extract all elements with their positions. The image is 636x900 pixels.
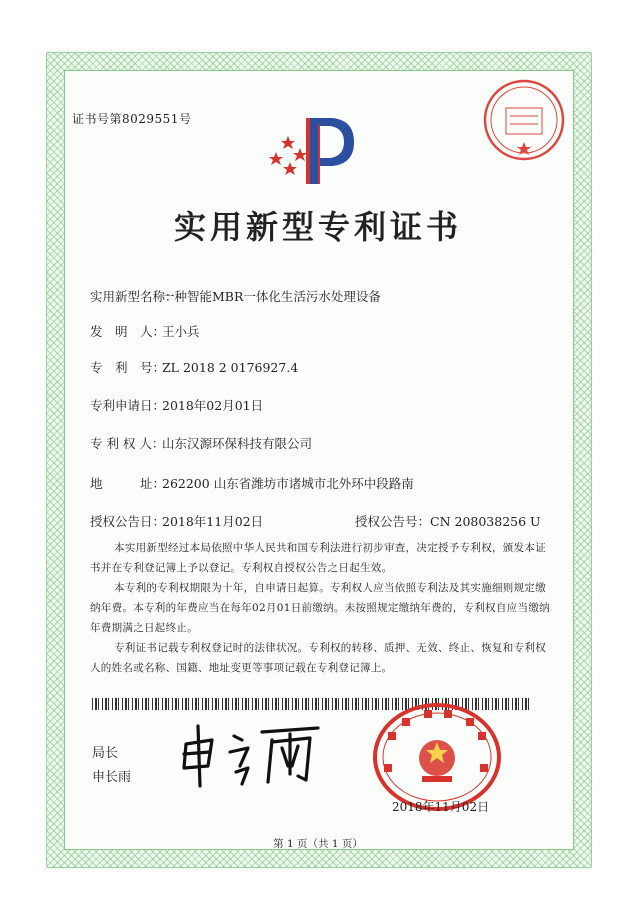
term-fee-paragraph: 本专利的专利权期限为十年，自申请日起算。专利权人应当依照专利法及其实施细则规定缴纳年费。本专利的年费应当在每年02月01日前缴纳。未按照规定缴纳年费的，专利权自应当缴纳年费期满之日起终止。 bbox=[90, 582, 550, 634]
utility-model-name-row bbox=[90, 287, 381, 305]
patent-number-value: ZL 2018 2 0176927.4 bbox=[162, 360, 299, 375]
address-row bbox=[90, 474, 414, 492]
grant-statement-paragraph: 本实用新型经过本局依照中华人民共和国专利法进行初步审查，决定授予专利权，颁发本证书并在专利登记簿上予以登记。专利权自授权公告之日起生效。 bbox=[90, 542, 546, 574]
director-name: 申长雨 bbox=[92, 770, 132, 785]
director-signature bbox=[178, 722, 328, 792]
address-value: 262200 山东省潍坊市诸城市北外环中段路南 bbox=[162, 476, 414, 491]
legal-status-paragraph: 专利证书记载专利权登记时的法律状况。专利权的转移、质押、无效、终止、恢复和专利权人的姓名或名称、国籍、地址变更等事项记载在专利登记簿上。 bbox=[90, 642, 546, 674]
publication-number-label: 授权公告号： bbox=[355, 514, 431, 529]
inventor-row bbox=[90, 322, 200, 340]
patentee-value: 山东汉源环保科技有限公司 bbox=[162, 436, 313, 451]
address-label: 地 址： bbox=[90, 476, 166, 491]
filing-date-value: 2018年02月01日 bbox=[162, 398, 264, 413]
filing-date-row bbox=[90, 396, 263, 414]
publication-number-row bbox=[355, 512, 541, 530]
patent-number-label: 专 利 号： bbox=[90, 360, 166, 375]
filing-date-label: 专利申请日： bbox=[90, 398, 166, 413]
publication-date-value: 2018年11月02日 bbox=[162, 514, 264, 529]
name-label: 实用新型名称： bbox=[90, 289, 178, 304]
publication-date-label: 授权公告日： bbox=[90, 514, 166, 529]
certificate-title: 实用新型专利证书 bbox=[173, 208, 462, 246]
official-seal-icon bbox=[372, 702, 502, 812]
patent-number-row bbox=[90, 358, 298, 376]
director-title: 局长 bbox=[92, 746, 119, 761]
patent-office-logo-icon bbox=[262, 112, 358, 192]
issue-date: 2018年11月02日 bbox=[392, 800, 490, 814]
inventor-value: 王小兵 bbox=[162, 324, 200, 339]
publication-number-value: CN 208038256 U bbox=[430, 514, 541, 529]
top-right-seal-icon bbox=[482, 78, 566, 162]
patentee-row bbox=[90, 434, 312, 452]
certificate-number: 证书号第8029551号 bbox=[72, 112, 192, 126]
inventor-label: 发 明 人： bbox=[90, 324, 166, 339]
publication-date-row bbox=[90, 512, 263, 530]
patentee-label: 专 利 权 人： bbox=[90, 436, 165, 451]
page-number: 第 1 页（共 1 页） bbox=[273, 838, 363, 850]
name-value: 一种智能MBR一体化生活污水处理设备 bbox=[162, 289, 381, 304]
